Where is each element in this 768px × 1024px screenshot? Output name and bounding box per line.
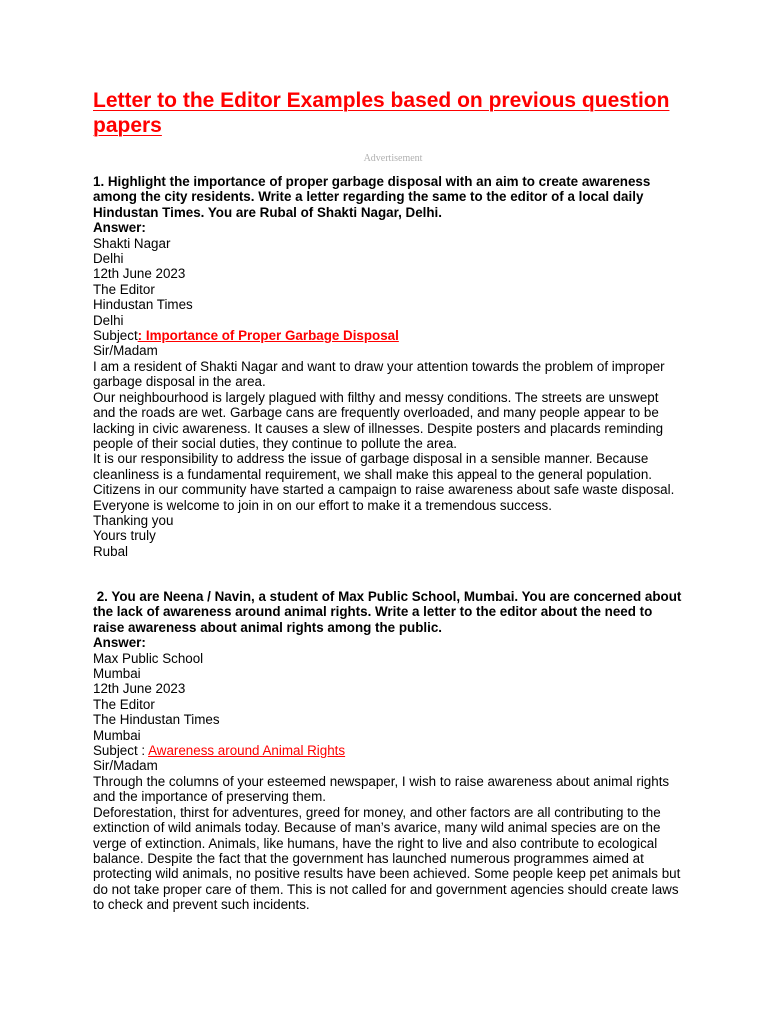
subject-link[interactable]: : Importance of Proper Garbage Disposal	[137, 328, 399, 344]
date-line: 12th June 2023	[93, 681, 186, 697]
closing-line: Thanking you	[93, 512, 174, 528]
body-paragraph: Through the columns of your esteemed newspaper, I wish to raise awareness about animal rights and the importance of preserving them.	[93, 773, 670, 805]
body-paragraph: I am a resident of Shakti Nagar and want to draw your attention towards the problem of improper garbage disposal in the area.	[93, 358, 665, 390]
closing-line: Yours truly	[93, 528, 156, 544]
sender-city-line: Delhi	[93, 251, 124, 267]
question-1: 1. Highlight the importance of proper garbage disposal with an aim to create awareness among the city residents. Write a letter regarding the same to the editor of a local daily Hindustan Times. You are Rubal of Shakti Nagar, Delhi.	[93, 174, 651, 220]
letter-section-2	[93, 589, 686, 913]
question-2: 2. You are Neena / Navin, a student of Max Public School, Mumbai. You are concerned about the lack of awareness around animal rights. Write a letter to the editor about the need to raise awareness about animal rights among the public.	[93, 589, 686, 635]
letter-section-1	[93, 174, 683, 559]
recipient-line: The Editor	[93, 696, 155, 712]
recipient-line: The Editor	[93, 281, 155, 297]
newspaper-city-line: Delhi	[93, 312, 124, 328]
subject-prefix: Subject	[93, 328, 138, 344]
sender-city-line: Mumbai	[93, 666, 141, 682]
subject-line-2	[93, 743, 683, 758]
newspaper-city-line: Mumbai	[93, 727, 141, 743]
newspaper-line: Hindustan Times	[93, 297, 193, 313]
body-paragraph: Deforestation, thirst for adventures, greed for money, and other factors are all contributing to the extinction of wild animals today. Because of man’s avarice, many wild animal species are on the verge of extinction. Animals, like humans, have the right to live and also contribute to ecological balance. Despite the fact that the government has launched numerous programmes aimed at protecting wild animals, no positive results have been achieved. Some people keep pet animals but do not take proper care of them. This is not called for and government agencies should create laws to check and prevent such incidents.	[93, 804, 681, 913]
body-paragraph: Our neighbourhood is largely plagued with filthy and messy conditions. The streets are unswept and the roads are wet. Garbage cans are frequently overloaded, and many people appear to be lacking in civic awareness. It causes a slew of illnesses. Despite posters and placards reminding people of their social duties, they continue to pollute the area.	[93, 389, 664, 451]
newspaper-line: The Hindustan Times	[93, 712, 220, 728]
body-paragraph: It is our responsibility to address the issue of garbage disposal in a sensible manner. Because cleanliness is a fundamental requirement, we shall make this appeal to the general population. Citizens in our community have started a campaign to raise awareness about safe waste disposal. Everyone is welcome to join in on our effort to make it a tremendous success.	[93, 451, 675, 513]
sender-address-line: Shakti Nagar	[93, 235, 171, 251]
advertisement-label: Advertisement	[363, 153, 423, 164]
salutation-2: Sir/Madam	[93, 758, 158, 774]
salutation-1: Sir/Madam	[93, 343, 158, 359]
answer-label-2: Answer:	[93, 635, 146, 651]
subject-prefix: Subject :	[93, 743, 149, 759]
page-title: Letter to the Editor Examples based on previous question papers	[93, 89, 670, 137]
date-line: 12th June 2023	[93, 266, 186, 282]
signature-name: Rubal	[93, 543, 128, 559]
sender-address-line: Max Public School	[93, 650, 204, 666]
answer-label-1: Answer:	[93, 220, 146, 236]
subject-link[interactable]: Awareness around Animal Rights	[148, 743, 346, 759]
subject-line-1	[93, 328, 683, 343]
